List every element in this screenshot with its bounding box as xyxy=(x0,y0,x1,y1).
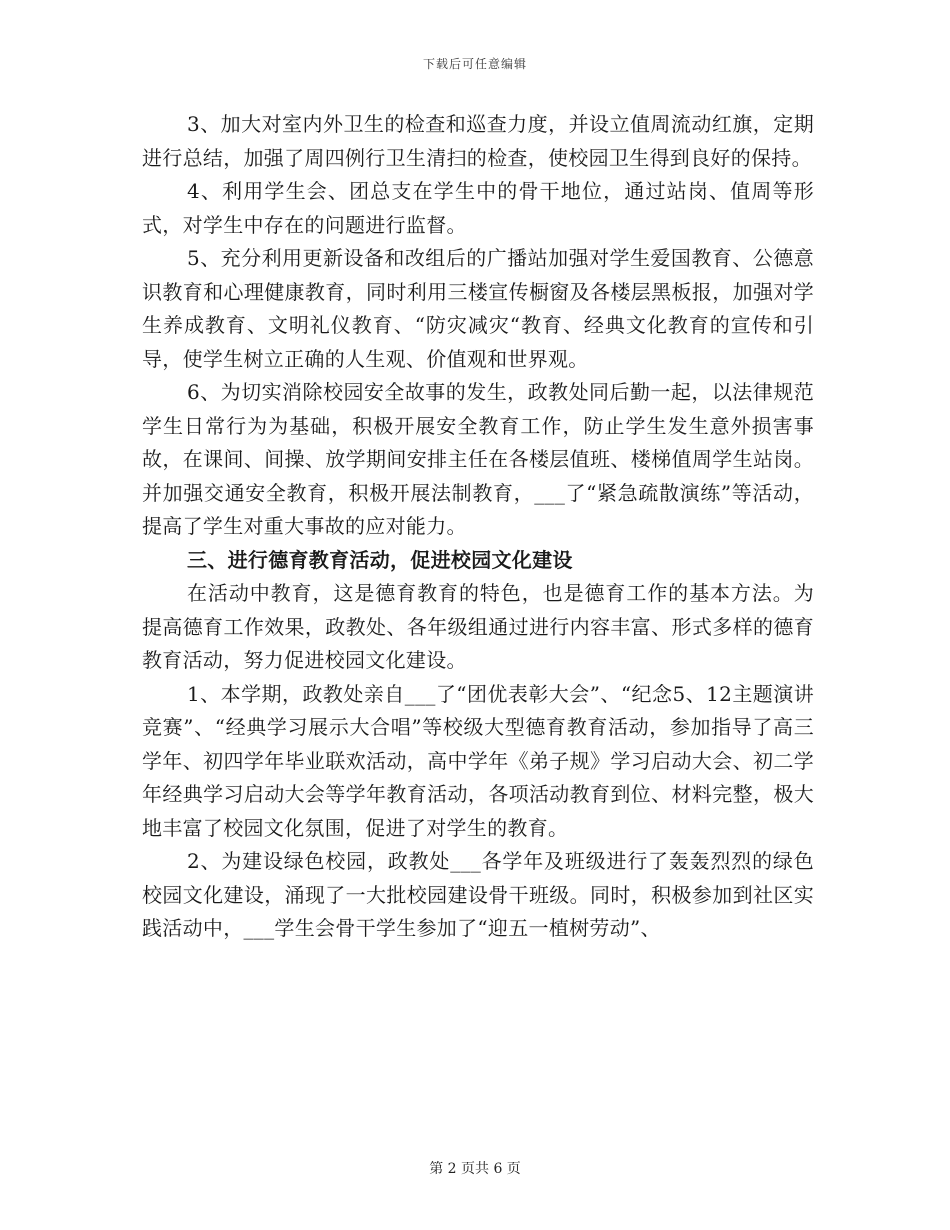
paragraph-item-2: 2、为建设绿色校园，政教处___各学年及班级进行了轰轰烈烈的绿色校园文化建设，涌现了一大批校园建设骨干班级。同时，积极参加到社区实践活动中，___学生会骨干学生参加了“迎五一植树劳动”、 xyxy=(142,849,814,940)
section-intro-paragraph: 在活动中教育，这是德育教育的特色，也是德育工作的基本方法。为提高德育工作效果，政教处、各年级组通过进行内容丰富、形式多样的德育教育活动，努力促进校园文化建设。 xyxy=(142,581,814,672)
paragraph-item-5: 5、充分利用更新设备和改组后的广播站加强对学生爱国教育、公德意识教育和心理健康教育，同时利用三楼宣传橱窗及各楼层黑板报，加强对学生养成教育、文明礼仪教育、“防灾减灾“教育、经典文化教育的宣传和引导，使学生树立正确的人生观、价值观和世界观。 xyxy=(142,246,814,371)
paragraph-item-6: 6、为切实消除校园安全故事的发生，政教处同后勤一起，以法律规范学生日常行为为基础，积极开展安全教育工作，防止学生发生意外损害事故，在课间、间操、放学期间安排主任在各楼层值班、楼梯值周学生站岗。并加强交通安全教育，积极开展法制教育，___了“紧急疏散演练”等活动，提高了学生对重大事故的应对能力。 xyxy=(142,380,814,538)
page-header: 下载后可任意编辑 xyxy=(422,57,527,71)
paragraph-item-4: 4、利用学生会、团总支在学生中的骨干地位，通过站岗、值周等形式，对学生中存在的问题进行监督。 xyxy=(142,179,814,237)
paragraph-item-3: 3、加大对室内外卫生的检查和巡查力度，并设立值周流动红旗，定期进行总结，加强了周四例行卫生清扫的检查，使校园卫生得到良好的保持。 xyxy=(142,112,814,170)
paragraph-item-1: 1、本学期，政教处亲自___了“团优表彰大会”、“纪念5、12主题演讲竞赛”、“经典学习展示大合唱”等校级大型德育教育活动，参加指导了高三学年、初四学年毕业联欢活动，高中学年《弟子规》学习启动大会、初二学年经典学习启动大会等学年教育活动，各项活动教育到位、材料完整，极大地丰富了校园文化氛围，促进了对学生的教育。 xyxy=(142,681,814,840)
section-heading: 三、进行德育教育活动，促进校园文化建设 xyxy=(187,547,573,572)
document-body xyxy=(142,108,814,946)
page-number: 第 2 页共 6 页 xyxy=(429,1161,521,1177)
